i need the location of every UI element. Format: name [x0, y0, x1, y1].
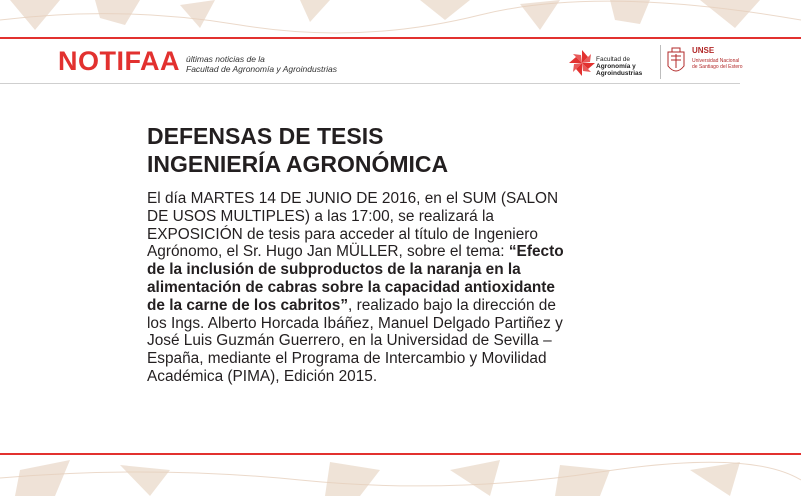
bottom-red-rule	[0, 453, 801, 455]
page-title	[147, 122, 567, 178]
announcement-intro: El día MARTES 14 DE JUNIO DE 2016, en el SUM (SALON DE USOS MULTIPLES) a las 17:00, se realizará la EXPOSICIÓN de tesis para acceder al título de Ingeniero Agrónomo, el Sr. Hugo Jan MÜLLER, sobre el tema:	[147, 190, 559, 261]
brand-tagline-line2: Facultad de Agronomía y Agroindustrias	[186, 64, 338, 74]
university-name: UNSE	[692, 46, 715, 55]
crest-icon	[664, 46, 688, 78]
faculty-logo-text	[596, 56, 642, 77]
brand-name: NOTIFAA	[58, 46, 180, 76]
logo-divider	[660, 45, 661, 79]
faculty-logo-line1: Facultad de	[596, 56, 630, 63]
title-line2: INGENIERÍA AGRONÓMICA	[147, 151, 449, 177]
header-divider	[0, 83, 740, 84]
brand-tagline	[186, 54, 337, 74]
university-subtitle	[692, 58, 743, 70]
faculty-logo-line2: Agronomía y	[596, 63, 636, 70]
university-subtitle-line2: de Santiago del Estero	[692, 64, 743, 70]
university-logo	[664, 46, 744, 80]
brand-tagline-line1: últimas noticias de la	[186, 54, 265, 64]
title-line1: DEFENSAS DE TESIS	[147, 123, 384, 149]
faculty-logo-line3: Agroindustrias	[596, 70, 643, 77]
top-red-rule	[0, 37, 801, 39]
university-subtitle-line1: Universidad Nacional	[692, 58, 740, 64]
announcement-body	[147, 190, 577, 386]
faculty-logo	[568, 47, 658, 79]
thesis-title: “Efecto de la inclusión de subproductos de la naranja en la alimentación de cabras sobre la capacidad antioxidante de la carne de los cabritos”	[147, 243, 564, 314]
announcement-outro: , realizado bajo la dirección de los Ings. Alberto Horcada Ibáñez, Manuel Delgado Partiñez y José Luis Guzmán Guerrero, en la Universidad de Sevilla – España, mediante el Programa de Intercambio y Movilidad Académica (PIMA), Edición 2015.	[147, 296, 563, 385]
red-pinwheel-icon	[568, 49, 596, 77]
